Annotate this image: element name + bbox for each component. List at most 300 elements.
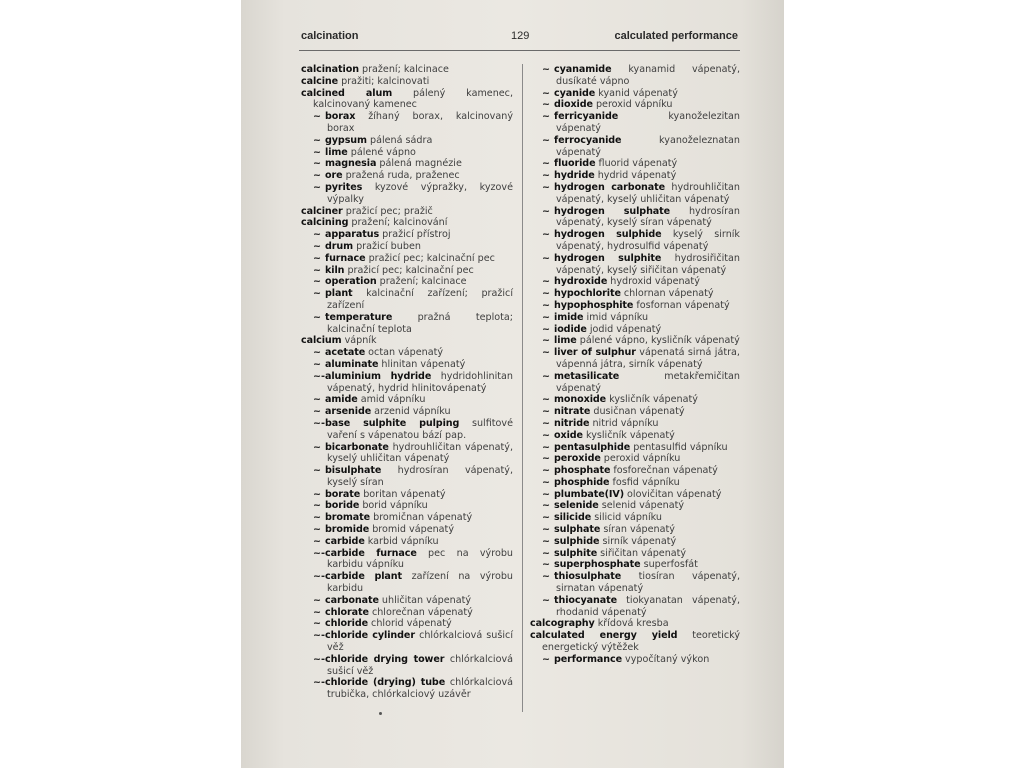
entry-headword: boride — [325, 500, 360, 512]
tilde-mark: ~ — [542, 335, 551, 347]
entry-headword: calculated energy yield — [530, 630, 678, 642]
entry-headword: phosphide — [554, 476, 610, 488]
tilde-mark: ~ — [313, 158, 322, 170]
entry-headword: metasilicate — [554, 370, 620, 382]
entry-headword: superphosphate — [554, 559, 641, 571]
entry-translation: vápenatá sirná játra, vápenná játra, sirník vápenatý — [556, 347, 740, 370]
entry-headword: drum — [325, 240, 354, 252]
entry-translation: pentasulfid vápníku — [630, 441, 728, 453]
tilde-mark: ~ — [542, 453, 551, 465]
tilde-mark: ~ — [313, 535, 322, 547]
entry-translation: boritan vápenatý — [360, 488, 446, 500]
entry-headword: kiln — [325, 264, 345, 276]
entry-headword: silicide — [554, 512, 592, 524]
entry-translation: pražicí pec; pražič — [342, 205, 433, 217]
entry-translation: sirník vápenatý — [599, 535, 677, 547]
dictionary-entry — [301, 595, 513, 607]
tilde-mark: ~ — [313, 500, 322, 512]
entry-headword: magnesia — [325, 158, 377, 170]
entry-headword: cyanide — [554, 87, 596, 99]
dictionary-entry — [530, 453, 740, 465]
entry-headword: ore — [325, 170, 343, 182]
entry-headword: gypsum — [325, 134, 367, 146]
entry-translation: chlorid vápenatý — [368, 618, 452, 630]
dictionary-entry — [301, 347, 513, 359]
dictionary-entry — [301, 64, 513, 76]
tilde-mark: ~ — [542, 394, 551, 406]
dictionary-entry — [530, 477, 740, 489]
tilde-mark: ~ — [542, 547, 551, 559]
tilde-mark: ~- — [313, 677, 326, 689]
dictionary-entry — [530, 371, 740, 395]
dictionary-entry — [301, 265, 513, 277]
dictionary-entry — [301, 359, 513, 371]
entry-translation: olovičitan vápenatý — [623, 488, 722, 500]
entry-headword: base sulphite pulping — [325, 417, 460, 429]
entry-headword: sulphide — [554, 535, 600, 547]
dictionary-entry — [530, 170, 740, 182]
dictionary-entry — [301, 406, 513, 418]
entry-headword: phosphate — [554, 465, 611, 477]
dictionary-entry — [530, 288, 740, 300]
dictionary-entry — [530, 524, 740, 536]
tilde-mark: ~ — [313, 146, 322, 158]
dictionary-entry — [301, 241, 513, 253]
entry-translation: hydrosiřičitan vápenatý, kyselý siřičitan vápenatý — [556, 252, 740, 276]
entry-translation: chlornan vápenatý — [620, 288, 714, 300]
entry-headword: aluminium hydride — [325, 370, 432, 382]
dictionary-entry — [301, 111, 513, 135]
dictionary-entry — [530, 135, 740, 159]
tilde-mark: ~ — [313, 465, 322, 477]
entry-translation: kyanid vápenatý — [595, 87, 678, 99]
print-speck — [379, 712, 382, 715]
dictionary-entry — [301, 158, 513, 170]
entry-headword: oxide — [554, 429, 583, 441]
entry-headword: plumbate(IV) — [554, 488, 624, 500]
entry-headword: bicarbonate — [325, 441, 389, 453]
tilde-mark: ~ — [542, 134, 551, 146]
entry-headword: calcination — [301, 64, 359, 75]
dictionary-entry — [530, 312, 740, 324]
tilde-mark: ~ — [542, 512, 551, 524]
entry-translation: hydrouhličitan vápenatý, kyselý uhličitan vápenatý — [556, 181, 741, 205]
entry-translation: pražicí buben — [353, 240, 421, 252]
dictionary-entry — [530, 548, 740, 560]
entry-headword: amide — [325, 394, 358, 406]
tilde-mark: ~ — [542, 476, 551, 488]
entry-headword: borate — [325, 488, 361, 500]
entry-headword: hydrogen sulphite — [554, 252, 662, 264]
entry-translation: pražicí pec; kalcinační pec — [365, 252, 495, 264]
tilde-mark: ~ — [542, 99, 551, 111]
entry-translation: kysličník vápenatý — [582, 429, 675, 441]
tilde-mark: ~ — [542, 229, 551, 241]
dictionary-page — [241, 0, 784, 768]
tilde-mark: ~ — [313, 229, 322, 241]
entry-translation: kyzové výpražky, kyzové výpalky — [327, 181, 513, 205]
entry-translation: hydridohlinitan vápenatý, hydrid hlinitovápenatý — [327, 370, 513, 394]
dictionary-entry — [530, 324, 740, 336]
entry-translation: fosfid vápníku — [609, 476, 680, 488]
entry-translation: pražení; kalcinace — [376, 276, 467, 288]
entry-translation: nitrid vápníku — [589, 417, 659, 429]
page-number: 129 — [511, 30, 530, 42]
entry-translation: kyanoželeznatan vápenatý — [556, 134, 740, 158]
tilde-mark: ~- — [313, 653, 326, 665]
entry-translation: dusičnan vápenatý — [590, 406, 685, 418]
dictionary-entry — [301, 288, 513, 312]
entry-headword: calcium — [301, 335, 342, 347]
entry-headword: chloride (drying) tube — [325, 677, 446, 689]
dictionary-entry — [301, 88, 513, 112]
entry-translation: hydroxid vápenatý — [607, 276, 700, 288]
tilde-mark: ~ — [542, 111, 551, 123]
entry-translation: uhličitan vápenatý — [378, 594, 472, 606]
tilde-mark: ~ — [313, 347, 322, 359]
entry-headword: calcined alum — [301, 87, 393, 99]
dictionary-entry — [301, 677, 513, 701]
entry-translation: pražení; kalcinování — [348, 217, 448, 229]
dictionary-entry — [301, 217, 513, 229]
dictionary-entry — [301, 135, 513, 147]
entry-headword: calcography — [530, 618, 595, 630]
entry-headword: bromate — [325, 512, 371, 524]
tilde-mark: ~- — [313, 630, 326, 642]
entry-headword: chloride — [325, 618, 368, 630]
dictionary-entry — [530, 571, 740, 595]
dictionary-entry — [530, 253, 740, 277]
entry-headword: hypochlorite — [554, 288, 621, 300]
dictionary-entry — [530, 500, 740, 512]
dictionary-entry — [301, 418, 513, 442]
entry-translation: selenid vápenatý — [598, 500, 685, 512]
tilde-mark: ~ — [542, 429, 551, 441]
entry-headword: hypophosphite — [554, 299, 634, 311]
tilde-mark: ~ — [542, 535, 551, 547]
entry-translation: tiokyanatan vápenatý, rhodanid vápenatý — [556, 594, 740, 618]
entry-translation: bromid vápenatý — [369, 524, 454, 536]
entry-translation: síran vápenatý — [600, 524, 675, 536]
entry-translation: hydrid vápenatý — [594, 170, 677, 182]
tilde-mark: ~- — [313, 547, 326, 559]
entry-translation: pálený kamenec, kalcinovaný kamenec — [313, 87, 514, 111]
entry-headword: calciner — [301, 205, 343, 217]
entry-translation: kyanoželezitan vápenatý — [556, 111, 740, 134]
entry-translation: chlorečnan vápenatý — [368, 606, 473, 618]
entry-translation: peroxid vápníku — [592, 99, 673, 111]
tilde-mark: ~ — [542, 559, 551, 571]
dictionary-entry — [530, 512, 740, 524]
dictionary-entry — [530, 430, 740, 442]
tilde-mark: ~ — [542, 417, 551, 429]
dictionary-entry — [530, 99, 740, 111]
entry-headword: fluoride — [554, 158, 596, 170]
dictionary-entry — [530, 276, 740, 288]
tilde-mark: ~ — [542, 571, 551, 583]
entry-headword: liver of sulphur — [554, 347, 636, 359]
tilde-mark: ~ — [542, 158, 551, 170]
dictionary-entry — [301, 335, 513, 347]
dictionary-entry — [301, 548, 513, 572]
dictionary-entry — [301, 571, 513, 595]
tilde-mark: ~ — [542, 406, 551, 418]
dictionary-entry — [301, 489, 513, 501]
dictionary-entry — [530, 300, 740, 312]
entry-translation: chlórkalciová trubička, chlórkalciový uzávěr — [327, 677, 514, 701]
entry-headword: hydrogen carbonate — [554, 181, 666, 193]
entry-headword: pyrites — [325, 181, 363, 193]
dictionary-entry — [301, 394, 513, 406]
entry-translation: siřičitan vápenatý — [597, 547, 687, 559]
tilde-mark: ~ — [542, 441, 551, 453]
entry-headword: sulphate — [554, 524, 601, 536]
entry-translation: pražiti; kalcinovati — [338, 75, 430, 87]
entry-translation: žíhaný borax, kalcinovaný borax — [327, 111, 513, 134]
entry-translation: vypočítaný výkon — [622, 653, 710, 665]
tilde-mark: ~ — [542, 500, 551, 512]
entry-headword: temperature — [325, 311, 393, 323]
dictionary-entry — [530, 630, 740, 654]
tilde-mark: ~ — [313, 394, 322, 406]
entry-headword: imide — [554, 311, 584, 323]
dictionary-entry — [301, 147, 513, 159]
entry-headword: calcine — [301, 75, 339, 87]
dictionary-entry — [301, 182, 513, 206]
tilde-mark: ~ — [313, 488, 322, 500]
right-column — [530, 64, 740, 666]
entry-translation: amid vápníku — [357, 394, 426, 406]
dictionary-entry — [530, 618, 740, 630]
dictionary-entry — [530, 64, 740, 88]
entry-headword: operation — [325, 276, 377, 288]
entry-translation: pražená ruda, praženec — [342, 170, 460, 182]
dictionary-entry — [301, 76, 513, 88]
entry-translation: sulfitové vaření s vápenatou bází pap. — [327, 417, 513, 441]
entry-translation: jodid vápenatý — [586, 323, 662, 335]
entry-translation: fosfornan vápenatý — [633, 299, 730, 311]
dictionary-entry — [301, 229, 513, 241]
entry-headword: calcining — [301, 217, 349, 229]
tilde-mark: ~ — [542, 311, 551, 323]
entry-translation: bromičnan vápenatý — [370, 512, 473, 524]
entry-translation: fluorid vápenatý — [595, 158, 678, 170]
tilde-mark: ~ — [542, 299, 551, 311]
dictionary-entry — [530, 394, 740, 406]
dictionary-entry — [530, 88, 740, 100]
dictionary-entry — [530, 347, 740, 371]
dictionary-entry — [301, 276, 513, 288]
entry-headword: plant — [325, 288, 353, 300]
entry-translation: pálené vápno, kysličník vápenatý — [576, 335, 740, 347]
dictionary-entry — [530, 654, 740, 666]
entry-headword: dioxide — [554, 99, 593, 111]
tilde-mark: ~ — [542, 252, 551, 264]
entry-translation: hydrouhličitan vápenatý, kyselý uhličitan vápenatý — [327, 441, 513, 465]
tilde-mark: ~ — [542, 524, 551, 536]
tilde-mark: ~ — [542, 653, 551, 665]
entry-headword: nitride — [554, 417, 590, 429]
entry-translation: chlórkalciová sušicí věž — [327, 653, 513, 677]
dictionary-entry — [530, 559, 740, 571]
tilde-mark: ~ — [313, 441, 322, 453]
entry-headword: nitrate — [554, 406, 591, 418]
entry-headword: lime — [554, 335, 577, 347]
tilde-mark: ~ — [313, 512, 322, 524]
tilde-mark: ~ — [313, 264, 322, 276]
entry-translation: kalcinační zařízení; pražicí zařízení — [327, 288, 513, 311]
dictionary-entry — [301, 465, 513, 489]
dictionary-entry — [530, 489, 740, 501]
dictionary-entry — [530, 536, 740, 548]
tilde-mark: ~ — [542, 181, 551, 193]
tilde-mark: ~ — [313, 181, 322, 193]
entry-headword: bisulphate — [325, 465, 382, 477]
dictionary-entry — [301, 524, 513, 536]
entry-translation: kyselý sirník vápenatý, hydrosulfid vápenatý — [556, 229, 740, 252]
entry-translation: pražení; kalcinace — [358, 64, 449, 75]
dictionary-entry — [301, 371, 513, 395]
dictionary-entry — [530, 111, 740, 135]
tilde-mark: ~ — [542, 465, 551, 477]
entry-headword: hydrogen sulphate — [554, 205, 671, 217]
dictionary-entry — [301, 312, 513, 336]
entry-translation: kyanamid vápenatý, dusíkaté vápno — [556, 64, 740, 87]
entry-translation: pálená magnézie — [376, 158, 462, 170]
tilde-mark: ~ — [542, 87, 551, 99]
dictionary-entry — [530, 335, 740, 347]
tilde-mark: ~- — [313, 370, 326, 382]
entry-headword: carbide furnace — [325, 547, 417, 559]
entry-headword: carbonate — [325, 594, 379, 606]
entry-headword: iodide — [554, 323, 587, 335]
entry-translation: imid vápníku — [583, 311, 649, 323]
entry-translation: křídová kresba — [594, 618, 669, 630]
tilde-mark: ~ — [542, 288, 551, 300]
tilde-mark: ~ — [313, 618, 322, 630]
entry-headword: cyanamide — [554, 64, 612, 75]
tilde-mark: ~ — [313, 606, 322, 618]
tilde-mark: ~ — [313, 288, 322, 300]
entry-translation: pražicí pec; kalcinační pec — [344, 264, 474, 276]
entry-headword: carbide plant — [325, 571, 403, 583]
tilde-mark: ~ — [542, 323, 551, 335]
tilde-mark: ~ — [313, 406, 322, 418]
tilde-mark: ~ — [313, 134, 322, 146]
entry-translation: octan vápenatý — [365, 347, 444, 359]
tilde-mark: ~ — [542, 170, 551, 182]
tilde-mark: ~ — [313, 311, 322, 323]
entry-translation: metakřemičitan vápenatý — [556, 370, 740, 394]
tilde-mark: ~ — [313, 240, 322, 252]
dictionary-entry — [530, 158, 740, 170]
left-column — [301, 64, 513, 701]
entry-headword: arsenide — [325, 406, 372, 418]
tilde-mark: ~ — [542, 594, 551, 606]
running-head-right: calculated performance — [614, 30, 738, 42]
entry-headword: ferrocyanide — [554, 134, 622, 146]
dictionary-entry — [301, 618, 513, 630]
entry-translation: pražná teplota; kalcinační teplota — [327, 311, 513, 335]
tilde-mark: ~ — [542, 64, 551, 75]
dictionary-entry — [301, 442, 513, 466]
entry-headword: borax — [325, 111, 356, 123]
dictionary-entry — [530, 442, 740, 454]
header-rule — [299, 50, 740, 51]
entry-translation: teoretický energetický výtěžek — [542, 630, 740, 654]
tilde-mark: ~ — [542, 276, 551, 288]
entry-headword: thiocyanate — [554, 594, 618, 606]
entry-headword: selenide — [554, 500, 599, 512]
dictionary-entry — [301, 500, 513, 512]
entry-headword: pentasulphide — [554, 441, 631, 453]
entry-headword: ferricyanide — [554, 111, 619, 123]
entry-translation: pálené vápno — [347, 146, 416, 158]
entry-translation: borid vápníku — [359, 500, 428, 512]
entry-translation: chlórkalciová sušicí věž — [327, 630, 513, 654]
entry-translation: peroxid vápníku — [600, 453, 681, 465]
dictionary-entry — [530, 206, 740, 230]
entry-headword: hydrogen sulphide — [554, 229, 662, 241]
entry-translation: karbid vápníku — [364, 535, 439, 547]
entry-translation: silicid vápníku — [591, 512, 662, 524]
entry-headword: monoxide — [554, 394, 607, 406]
entry-headword: chloride cylinder — [325, 630, 415, 642]
entry-headword: carbide — [325, 535, 365, 547]
entry-translation: kysličník vápenatý — [606, 394, 698, 406]
entry-headword: peroxide — [554, 453, 601, 465]
tilde-mark: ~ — [313, 594, 322, 606]
entry-headword: performance — [554, 653, 622, 665]
dictionary-entry — [301, 253, 513, 265]
entry-headword: aluminate — [325, 358, 379, 370]
tilde-mark: ~ — [313, 252, 322, 264]
entry-headword: acetate — [325, 347, 366, 359]
entry-headword: bromide — [325, 524, 370, 536]
entry-headword: thiosulphate — [554, 571, 622, 583]
tilde-mark: ~ — [542, 347, 551, 359]
dictionary-entry — [530, 182, 740, 206]
entry-translation: hlinitan vápenatý — [378, 358, 466, 370]
column-divider — [522, 64, 523, 712]
tilde-mark: ~- — [313, 571, 326, 583]
tilde-mark: ~ — [313, 111, 322, 123]
dictionary-entry — [301, 170, 513, 182]
entry-translation: arzenid vápníku — [371, 406, 451, 418]
tilde-mark: ~ — [313, 524, 322, 536]
running-head-left: calcination — [301, 30, 359, 42]
entry-headword: sulphite — [554, 547, 598, 559]
entry-translation: tiosíran vápenatý, sirnatan vápenatý — [556, 571, 740, 595]
dictionary-entry — [301, 206, 513, 218]
dictionary-entry — [530, 465, 740, 477]
entry-headword: chloride drying tower — [325, 653, 445, 665]
entry-translation: pálená sádra — [366, 134, 433, 146]
dictionary-entry — [530, 418, 740, 430]
entry-translation: hydrosíran vápenatý, kyselý síran vápenatý — [556, 205, 740, 229]
entry-translation: fosforečnan vápenatý — [610, 465, 718, 477]
tilde-mark: ~ — [313, 276, 322, 288]
tilde-mark: ~ — [542, 205, 551, 217]
entry-headword: hydride — [554, 170, 595, 182]
entry-headword: lime — [325, 146, 348, 158]
dictionary-entry — [530, 595, 740, 619]
dictionary-entry — [301, 512, 513, 524]
entry-headword: furnace — [325, 252, 366, 264]
dictionary-entry — [530, 229, 740, 253]
entry-translation: superfosfát — [640, 559, 698, 571]
entry-translation: pec na výrobu karbidu vápníku — [327, 547, 513, 571]
